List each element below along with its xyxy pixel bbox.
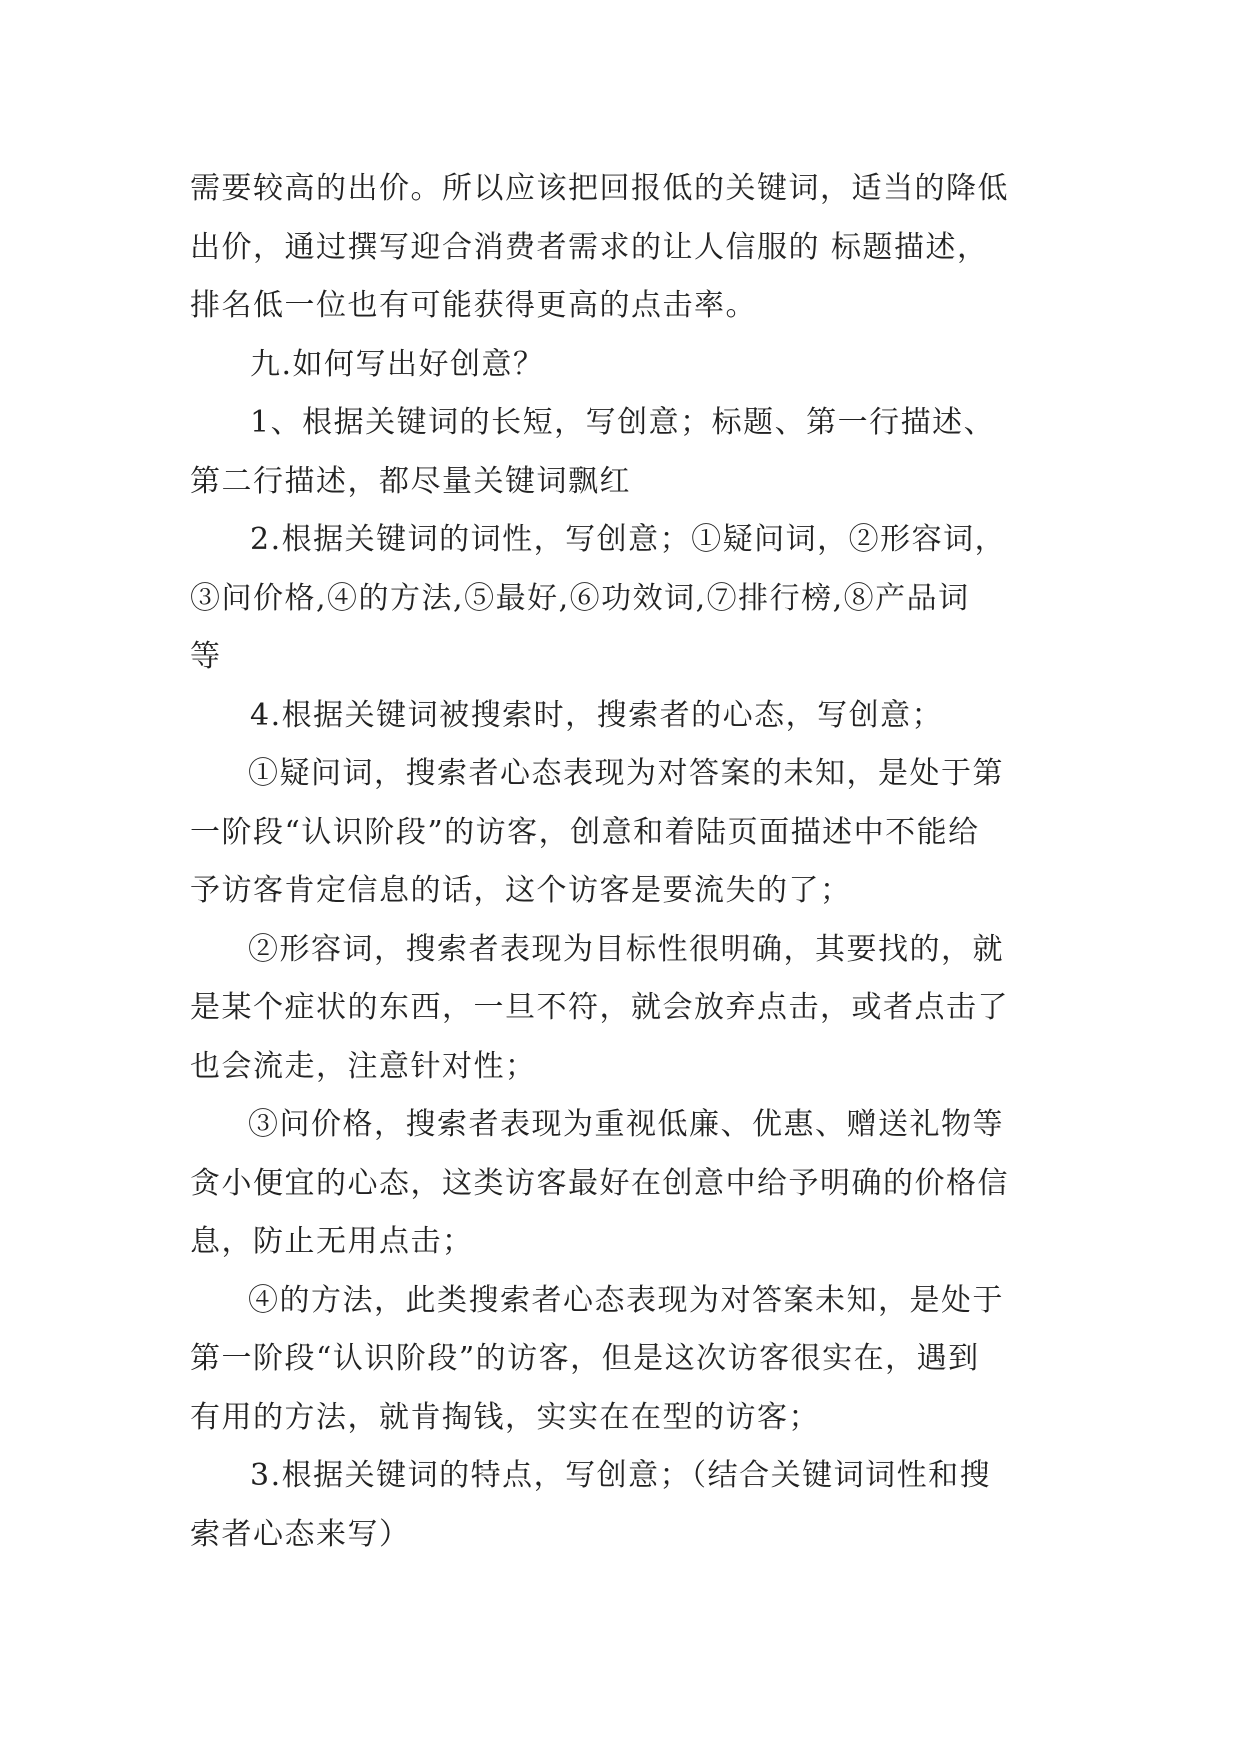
document-body <box>190 160 1062 1564</box>
text-line: 第一阶段“认识阶段”的访客，但是这次访客很实在，遇到 <box>190 1341 980 1376</box>
text-line: 第二行描述，都尽量关键词飘红 <box>190 463 631 499</box>
text-line: ③问价格，搜索者表现为重视低廉、优惠、赠送礼物等 <box>248 1107 1004 1142</box>
text-line: 2.根据关键词的词性，写创意；①疑问词，②形容词， <box>250 522 1007 557</box>
text-line: 4.根据关键词被搜索时，搜索者的心态，写创意； <box>250 697 944 733</box>
text-line: ①疑问词，搜索者心态表现为对答案的未知，是处于第 <box>248 756 1004 791</box>
text-line: 一阶段“认识阶段”的访客，创意和着陆页面描述中不能给 <box>190 814 980 850</box>
section-heading: 九.如何写出好创意？ <box>250 346 545 382</box>
text-line: 也会流走，注意针对性； <box>190 1048 537 1084</box>
text-line: 索者心态来写） <box>190 1516 411 1552</box>
text-line: 是某个症状的东西，一旦不符，就会放弃点击，或者点击了 <box>190 990 1009 1025</box>
text-line: 1、根据关键词的长短，写创意；标题、第一行描述、 <box>250 405 996 440</box>
text-line: ③问价格,④的方法,⑤最好,⑥功效词,⑦排行榜,⑧产品词 <box>190 580 970 616</box>
text-line: 息，防止无用点击； <box>190 1224 474 1259</box>
text-line: 予访客肯定信息的话，这个访客是要流失的了； <box>190 873 852 908</box>
text-line: 等 <box>190 639 222 674</box>
text-line: 有用的方法，就肯掏钱，实实在在型的访客； <box>190 1399 820 1435</box>
text-line: 出价，通过撰写迎合消费者需求的让人信服的 标题描述， <box>190 229 989 265</box>
text-line: 贪小便宜的心态，这类访客最好在创意中给予明确的价格信 <box>190 1165 1009 1201</box>
text-line: ④的方法，此类搜索者心态表现为对答案未知，是处于 <box>248 1282 1004 1318</box>
text-line: 3.根据关键词的特点，写创意；（结合关键词词性和搜 <box>250 1458 992 1493</box>
text-line: 排名低一位也有可能获得更高的点击率。 <box>190 288 757 323</box>
text-line: 需要较高的出价。所以应该把回报低的关键词，适当的降低 <box>190 171 1009 206</box>
text-line: ②形容词，搜索者表现为目标性很明确，其要找的，就 <box>248 931 1004 967</box>
